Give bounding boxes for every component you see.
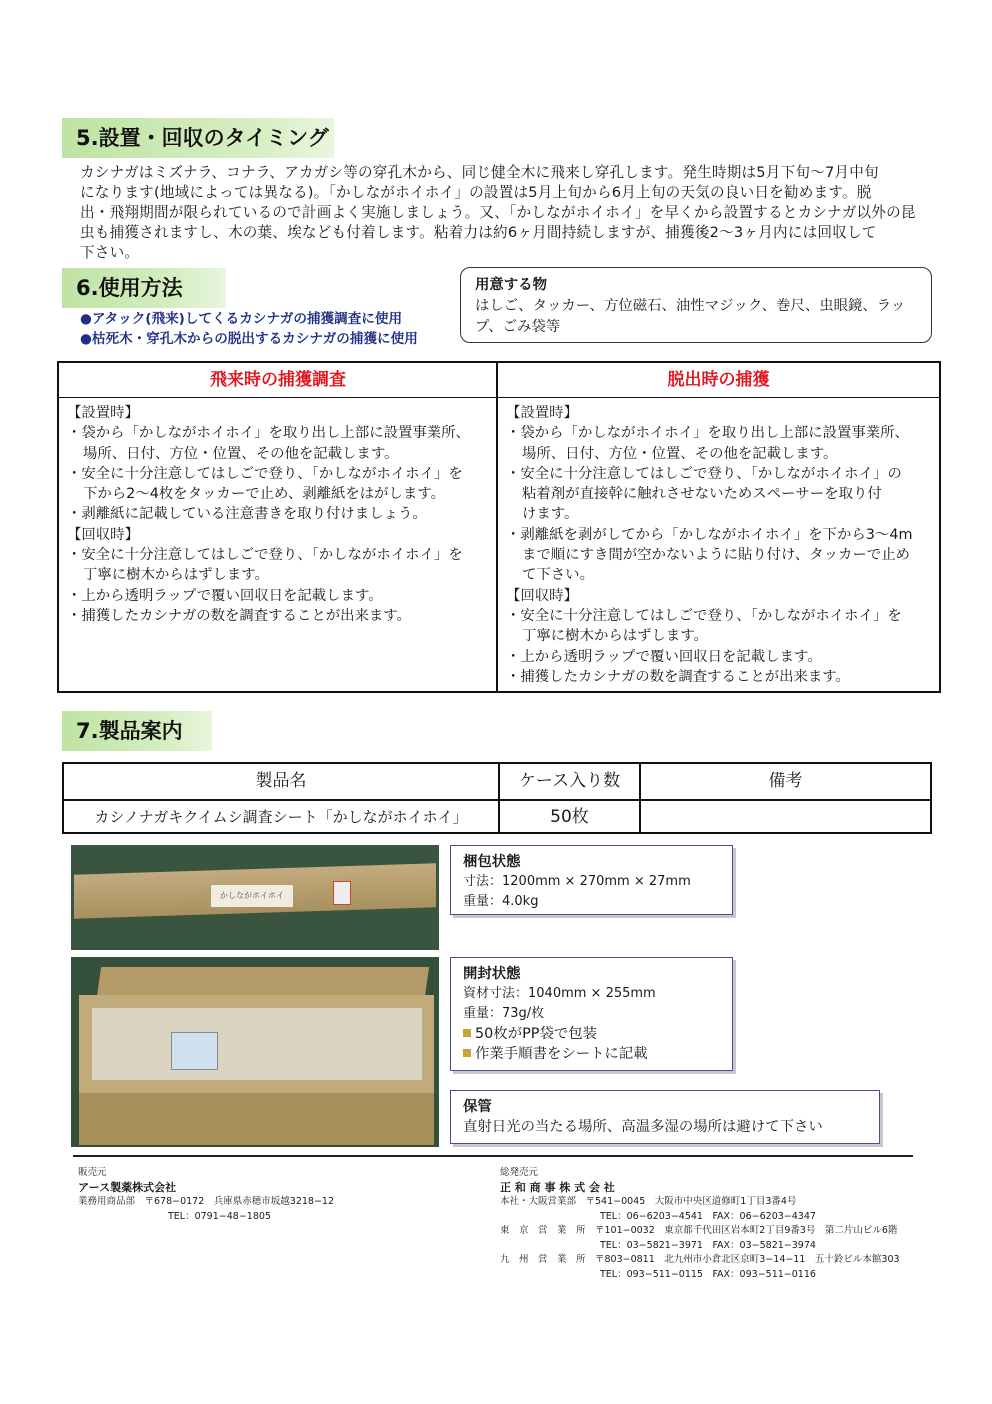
packed-dimensions: 寸法：1200mm × 270mm × 27mm xyxy=(463,874,691,889)
right-col-title: 脱出時の捕獲 xyxy=(498,363,939,398)
usage-table xyxy=(57,361,941,693)
distributor-line: 東 京 営 業 所 〒101−0032 東京都千代田区岩本町2丁目9番3号 第二片山ビル6階 xyxy=(500,1225,898,1236)
packed-weight: 重量：4.0kg xyxy=(463,894,539,909)
prep-line: はしご、タッカー、方位磁石、油性マジック、巻尺、虫眼鏡、ラッ xyxy=(475,298,906,314)
opened-title: 開封状態 xyxy=(463,966,521,982)
section5-line: になります(地域によっては異なる)。「かしながホイホイ」の設置は5月上旬から6月上旬の天気の良い日を勧めます。脱 xyxy=(80,184,872,201)
usage-line: 丁寧に樹木からはずします。 xyxy=(83,567,269,584)
usage-line: ・安全に十分注意してはしごで登り、「かしながホイホイ」の xyxy=(506,465,902,482)
opened-bullet xyxy=(463,1044,720,1064)
usage-line: けます。 xyxy=(522,506,579,523)
usage-line: ・剥離紙を剥がしてから「かしながホイホイ」を下から3～4m xyxy=(506,526,913,543)
usage-line: 丁寧に樹木からはずします。 xyxy=(522,628,708,645)
distributor-line: 本社・大阪営業部 〒541−0045 大阪市中央区道修町1丁目3番4号 xyxy=(500,1196,797,1207)
usage-line: 下から2～4枚をタッカーで止め、剥離紙をはがします。 xyxy=(83,486,445,503)
seller-address: 業務用商品部 〒678−0172 兵庫県赤穂市坂越3218−12 xyxy=(78,1196,334,1207)
bullet-square-icon xyxy=(463,1049,471,1057)
usage-line: まで順にすき間が空かないように貼り付け、タッカーで止め xyxy=(522,547,910,564)
opened-box-label xyxy=(171,1032,218,1070)
opened-bullet-text: 50枚がPP袋で包装 xyxy=(475,1026,598,1042)
usage-line: ・袋から「かしながホイホイ」を取り出し上部に設置事業所、 xyxy=(67,425,470,442)
product-table xyxy=(62,762,932,834)
usage-purpose-item: ●アタック(飛来)してくるカシナガの捕獲調査に使用 xyxy=(80,311,403,327)
footer-divider xyxy=(73,1155,913,1157)
prep-title: 用意する物 xyxy=(475,277,547,293)
seller-block xyxy=(78,1166,334,1224)
seller-tel: TEL：0791−48−1805 xyxy=(168,1210,271,1222)
product-name-cell: カシノナガキクイムシ調査シート「かしながホイホイ」 xyxy=(94,808,468,826)
left-col-body xyxy=(67,403,489,626)
section5-line: 虫も捕獲されますし、木の葉、埃なども付着します。粘着力は約6ヶ月間持続しますが、捕獲後2～3ヶ月内には回収して xyxy=(80,224,877,241)
section5-paragraph xyxy=(80,163,940,263)
bullet-square-icon xyxy=(463,1029,471,1037)
opened-box-sheets xyxy=(91,1007,423,1081)
usage-line: ・剥離紙に記載している注意書きを取り付けましょう。 xyxy=(67,506,427,523)
usage-line: 場所、日付、方位・位置、その他を記載します。 xyxy=(83,445,399,462)
usage-line: ・上から透明ラップで覆い回収日を記載します。 xyxy=(506,648,822,665)
distributor-label: 総発売元 xyxy=(500,1167,539,1178)
usage-line: 【設置時】 xyxy=(506,405,578,421)
usage-line: 場所、日付、方位・位置、その他を記載します。 xyxy=(522,445,838,462)
section7-heading xyxy=(62,711,212,751)
distributor-line: 九 州 営 業 所 〒803−0811 北九州市小倉北区京町3−14−11 五十鈴ビル本館303 xyxy=(500,1254,900,1265)
packed-box-sticker xyxy=(333,881,351,905)
opened-box-flap-bottom xyxy=(79,1093,434,1145)
usage-line: ・安全に十分注意してはしごで登り、「かしながホイホイ」を xyxy=(67,547,463,564)
usage-line: ・安全に十分注意してはしごで登り、「かしながホイホイ」を xyxy=(67,465,463,482)
packed-box-photo xyxy=(71,845,439,950)
distributor-line: TEL：03−5821−3971 FAX：03−5821−3974 xyxy=(600,1239,816,1251)
usage-line: ・上から透明ラップで覆い回収日を記載します。 xyxy=(67,587,383,604)
seller-label: 販売元 xyxy=(78,1167,107,1178)
usage-line: 【設置時】 xyxy=(67,405,139,421)
section6-heading-text: 6.使用方法 xyxy=(76,276,183,300)
storage-title: 保管 xyxy=(463,1099,492,1115)
section5-line: 下さい。 xyxy=(80,244,140,261)
usage-line: ・安全に十分注意してはしごで登り、「かしながホイホイ」を xyxy=(506,607,902,624)
storage-text: 直射日光の当たる場所、高温多湿の場所は避けて下さい xyxy=(463,1119,823,1135)
product-note-cell xyxy=(641,801,930,834)
col-header-qty: ケース入り数 xyxy=(518,771,621,791)
usage-line: 粘着剤が直接幹に触れさせないためスペーサーを取り付 xyxy=(522,486,882,503)
section5-heading-text: 5.設置・回収のタイミング xyxy=(76,126,329,150)
opened-bullet xyxy=(463,1024,720,1044)
opened-box-flap-top xyxy=(97,967,429,997)
usage-purposes xyxy=(80,309,418,349)
packed-box-label xyxy=(211,885,293,907)
col-header-name: 製品名 xyxy=(255,771,307,791)
usage-line: ・捕獲したカシナガの数を調査することが出来ます。 xyxy=(506,668,850,685)
usage-purpose-item: ●枯死木・穿孔木からの脱出するカシナガの捕獲に使用 xyxy=(80,331,418,347)
right-col-body xyxy=(506,403,931,687)
section6-heading xyxy=(62,268,226,308)
section5-line: 出・飛翔期間が限られているので計画よく実施しましょう。又、「かしながホイホイ」を早くから設置するとカシナガ以外の昆 xyxy=(80,204,916,221)
opened-info-box xyxy=(450,957,733,1071)
usage-line: 【回収時】 xyxy=(67,526,139,543)
usage-line: 【回収時】 xyxy=(506,587,578,604)
opened-dimensions: 資材寸法：1040mm × 255mm xyxy=(463,986,656,1001)
box-label-text: かしながホイホイ xyxy=(220,891,284,900)
storage-box xyxy=(450,1090,880,1144)
opened-bullet-text: 作業手順書をシートに記載 xyxy=(475,1046,648,1062)
distributor-line: TEL：093−511−0115 FAX：093−511−0116 xyxy=(600,1268,816,1280)
left-col-title: 飛来時の捕獲調査 xyxy=(59,363,497,398)
section5-line: カシナガはミズナラ、コナラ、アカガシ等の穿孔木から、同じ健全木に飛来し穿孔します。発生時期は5月下旬～7月中旬 xyxy=(80,164,879,181)
product-qty-cell: 50枚 xyxy=(550,807,589,827)
prep-items-box xyxy=(460,267,932,343)
opened-weight: 重量：73g/枚 xyxy=(463,1006,545,1021)
seller-name: アース製薬株式会社 xyxy=(78,1180,177,1194)
usage-line: て下さい。 xyxy=(522,567,594,584)
usage-col-left xyxy=(59,363,497,691)
packed-title: 梱包状態 xyxy=(463,854,521,870)
distributor-block xyxy=(500,1166,900,1282)
col-header-note: 備考 xyxy=(768,771,803,791)
packed-info-box xyxy=(450,845,733,915)
usage-line: ・捕獲したカシナガの数を調査することが出来ます。 xyxy=(67,607,411,624)
distributor-name: 正 和 商 事 株 式 会 社 xyxy=(500,1180,615,1194)
opened-box-photo xyxy=(71,957,439,1147)
prep-line: プ、ごみ袋等 xyxy=(475,319,561,335)
section5-heading xyxy=(62,118,334,158)
distributor-line: TEL：06−6203−4541 FAX：06−6203−4347 xyxy=(600,1210,816,1222)
usage-line: ・袋から「かしながホイホイ」を取り出し上部に設置事業所、 xyxy=(506,425,909,442)
usage-col-right xyxy=(498,363,939,691)
section7-heading-text: 7.製品案内 xyxy=(76,719,183,743)
